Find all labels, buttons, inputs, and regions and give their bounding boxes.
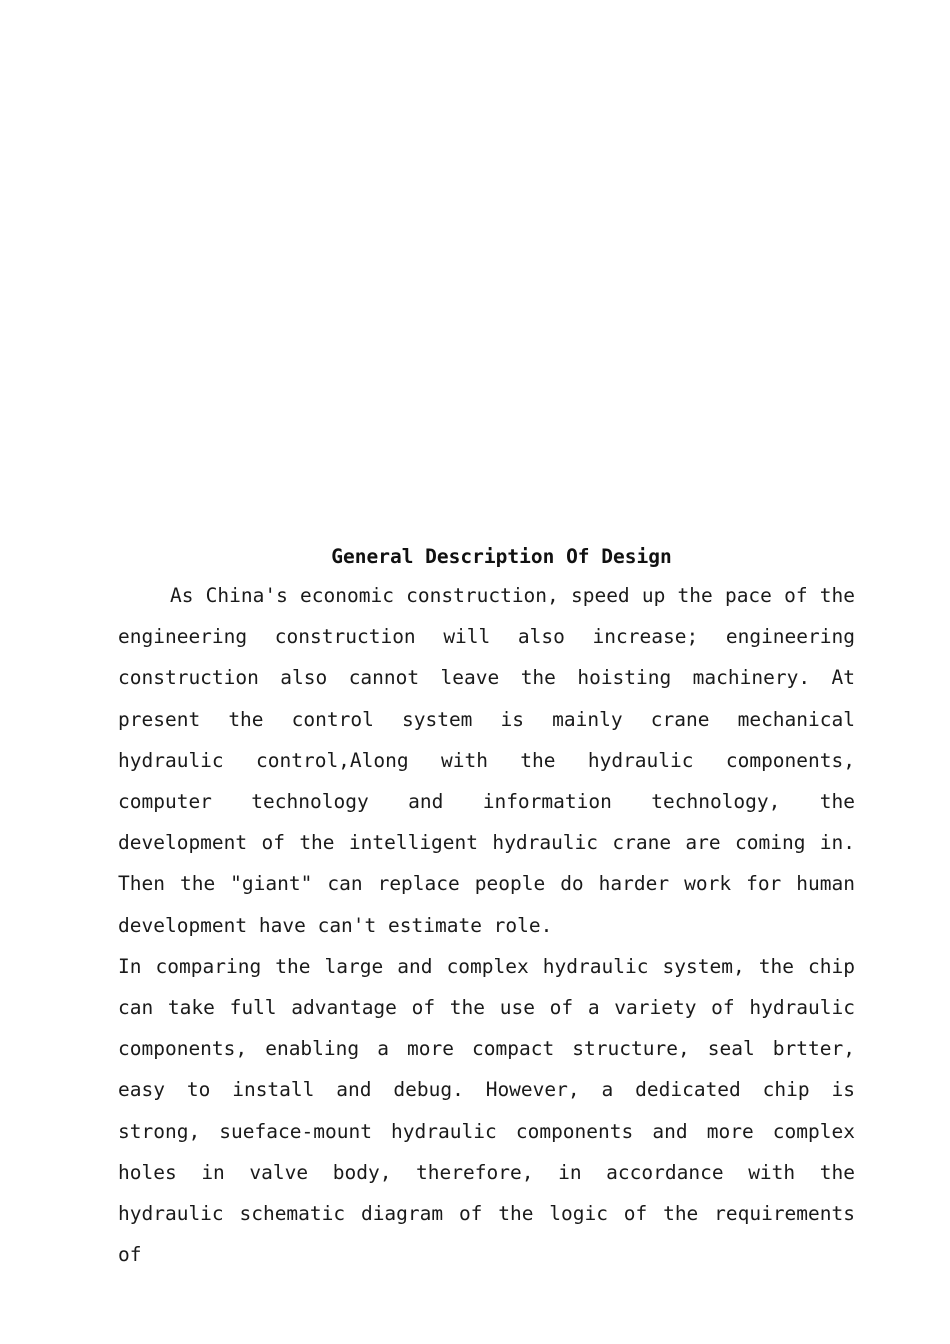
paragraph-chip: In comparing the large and complex hydraulic system, the chip can take full advantage of the use of a variety of hydraulic components, enabling a more compact structure, seal brtter, easy to install and debug. However, a dedicated chip is strong, sueface-mount hydraulic components and more complex holes in valve body, therefore, in accordance with the hydraulic schematic diagram of the logic of the requirements of — [118, 954, 855, 1267]
document-body — [118, 540, 855, 1275]
paragraph-intro: As China's economic construction, speed up the pace of the engineering construction will also increase; engineering construction also cannot leave the hoisting machinery. At present the control system is mainly crane mechanical hydraulic control,Along with the hydraulic components, computer technology and information technology, the development of the intelligent hydraulic crane are coming in. Then the "giant" can replace people do harder work for human development have can't estimate role. — [118, 584, 855, 937]
document-title: General Description Of Design — [331, 545, 672, 568]
